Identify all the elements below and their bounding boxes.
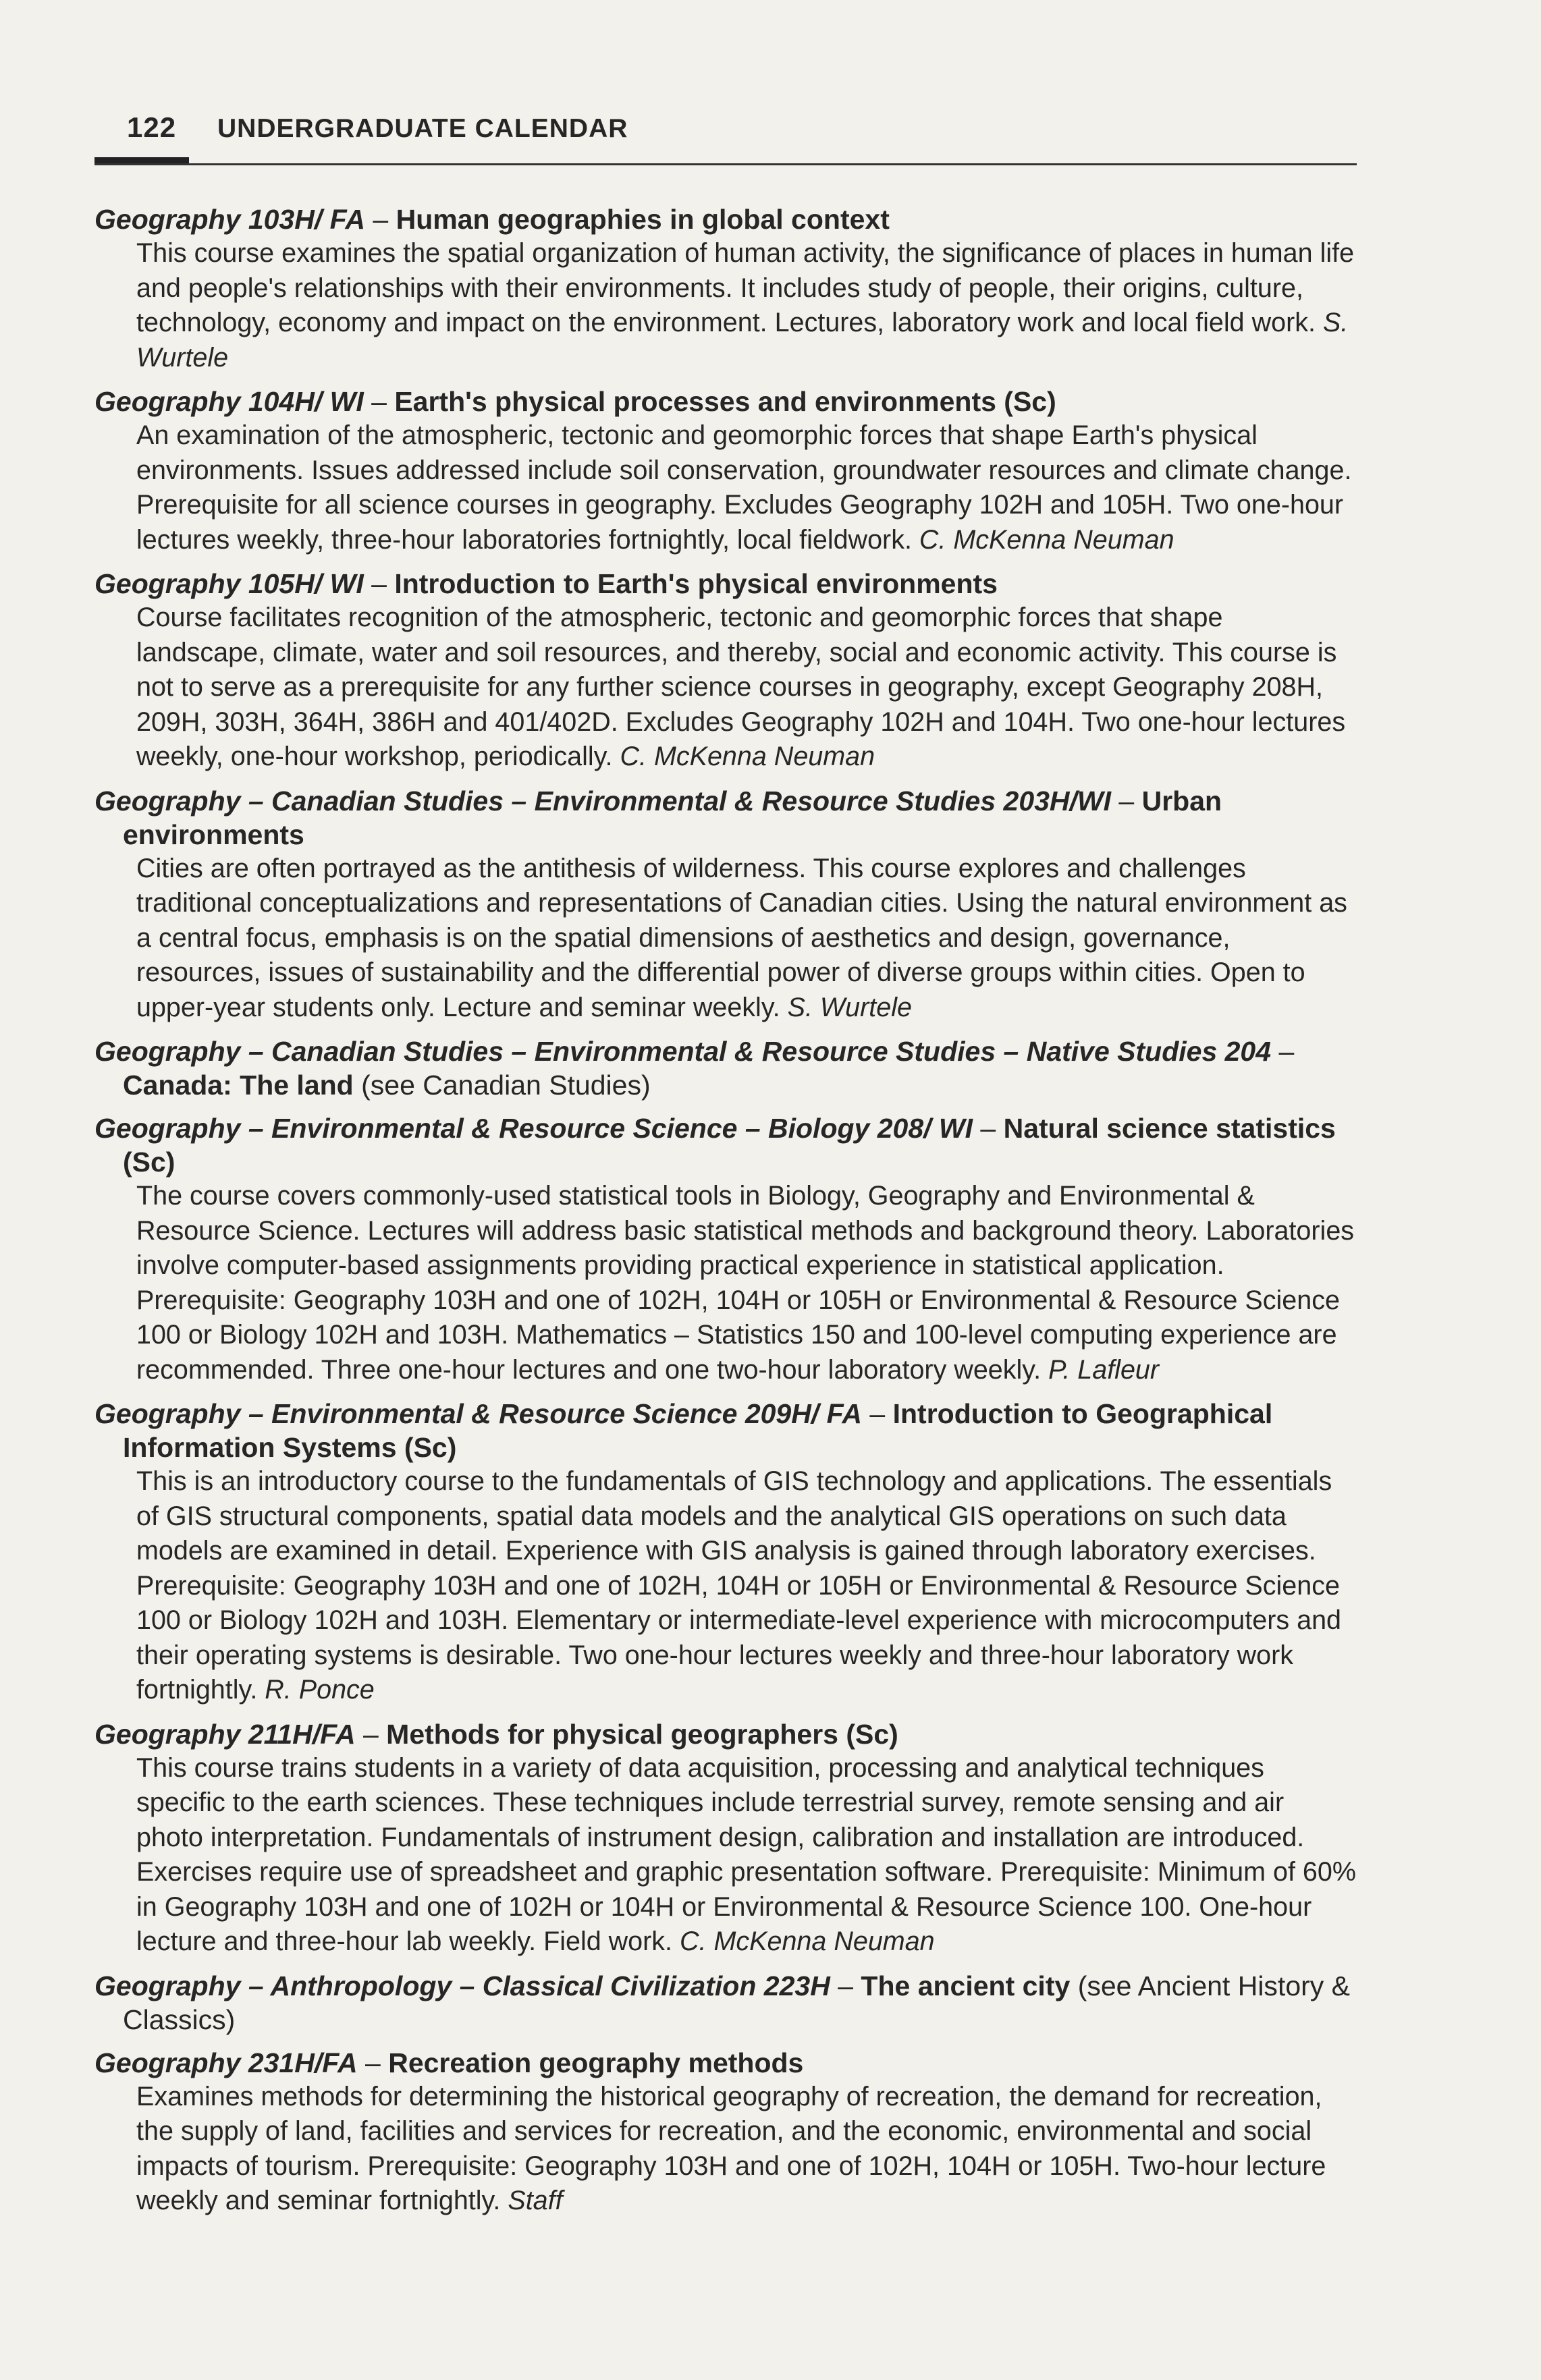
course-description-text: This course examines the spatial organization of human activity, the significance of places in human life and people's relationships with their environments. It includes study of people, their origins, culture, technology, economy and impact on the environment. Lectures, laboratory work and local field work. — [136, 238, 1355, 337]
course-heading: Geography – Canadian Studies – Environmental & Resource Studies – Native Studies 204 – Canada: The land (see Canadian Studies) — [94, 1036, 1295, 1101]
course-instructor: C. McKenna Neuman — [919, 524, 1174, 555]
course-code: Geography – Anthropology – Classical Civilization 223H — [94, 1970, 830, 2001]
course-entry — [94, 1034, 1357, 1102]
course-code: Geography – Canadian Studies – Environmental & Resource Studies – Native Studies 204 — [94, 1036, 1272, 1067]
course-description-text: This course trains students in a variety of data acquisition, processing and analytical techniques specific to the earth sciences. These techniques include terrestrial survey, remote sensing and air photo interpretation. Fundamentals of instrument design, calibration and installation are introduced. Exercises require use of spreadsheet and graphic presentation software. Prerequisite: Minimum of 60% in Geography 103H and one of 102H or 104H or Environmental & Resource Science 100. One-hour lecture and three-hour lab weekly. Field work. — [136, 1752, 1356, 1956]
course-entry — [94, 567, 1357, 775]
page-header — [121, 111, 1357, 159]
course-entry — [94, 1969, 1357, 2037]
course-heading: Geography – Environmental & Resource Science – Biology 208/ WI – Natural science statistics (Sc) — [94, 1113, 1336, 1178]
course-cross-reference: (see Canadian Studies) — [361, 1070, 651, 1101]
course-code: Geography 104H/ WI — [94, 386, 364, 417]
course-heading: Geography 211H/FA – Methods for physical geographers (Sc) — [94, 1718, 898, 1750]
course-code: Geography 231H/FA — [94, 2047, 358, 2078]
course-entry — [94, 1397, 1357, 1708]
course-title: Methods for physical geographers (Sc) — [386, 1718, 898, 1750]
course-code: Geography – Environmental & Resource Science 209H/ FA — [94, 1398, 863, 1429]
course-heading: Geography – Canadian Studies – Environmental & Resource Studies 203H/WI – Urban environments — [94, 785, 1222, 850]
course-title: Introduction to Geographical Information Systems (Sc) — [123, 1398, 1273, 1463]
course-heading: Geography 105H/ WI – Introduction to Earth's physical environments — [94, 568, 998, 599]
course-title: Natural science statistics (Sc) — [123, 1113, 1336, 1178]
course-title: The ancient city — [861, 1970, 1071, 2001]
course-entry — [94, 2046, 1357, 2219]
course-description-text: An examination of the atmospheric, tectonic and geomorphic forces that shape Earth's physical environments. Issues addressed include soil conservation, groundwater resources and climate change. Prerequisite for all science courses in geography. Excludes Geography 102H and 105H. Two one-hour lectures weekly, three-hour laboratories fortnightly, local fieldwork. — [136, 420, 1352, 555]
course-instructor: P. Lafleur — [1048, 1354, 1160, 1385]
course-instructor: C. McKenna Neuman — [680, 1927, 935, 1956]
course-code: Geography 211H/FA — [94, 1718, 356, 1750]
course-code: Geography – Canadian Studies – Environmental & Resource Studies 203H/WI — [94, 785, 1112, 817]
course-description — [94, 1751, 1357, 1960]
course-description-text: This is an introductory course to the fundamentals of GIS technology and applications. The essentials of GIS structural components, spatial data models and the analytical GIS operations on such data models are examined in detail. Experience with GIS analysis is gained through laboratory exercises. Prerequisite: Geography 103H and one of 102H, 104H or 105H or Environmental & Resource Science 100 or Biology 102H and 103H. Elementary or intermediate-level experience with microcomputers and their operating systems is desirable. Two one-hour lectures weekly and three-hour laboratory work fortnightly. — [136, 1466, 1342, 1705]
header-rule — [94, 163, 1357, 165]
course-heading: Geography 231H/FA – Recreation geography methods — [94, 2047, 804, 2078]
course-instructor: S. Wurtele — [136, 308, 1349, 372]
course-entry — [94, 1717, 1357, 1960]
course-title: Introduction to Earth's physical environments — [394, 568, 998, 599]
running-head: UNDERGRADUATE CALENDAR — [217, 114, 628, 143]
course-entry — [94, 784, 1357, 1026]
course-title: Earth's physical processes and environments (Sc) — [394, 386, 1056, 417]
course-instructor: S. Wurtele — [787, 992, 912, 1022]
course-list — [94, 202, 1357, 2228]
course-instructor: C. McKenna Neuman — [620, 742, 875, 771]
course-code: Geography – Environmental & Resource Science – Biology 208/ WI — [94, 1113, 973, 1144]
course-heading: Geography 103H/ FA – Human geographies in global context — [94, 204, 890, 235]
course-title: Urban environments — [123, 785, 1222, 850]
course-code: Geography 105H/ WI — [94, 568, 364, 599]
course-instructor: R. Ponce — [265, 1675, 375, 1705]
course-description-text: Cities are often portrayed as the antithesis of wilderness. This course explores and challenges traditional conceptualizations and representations of Canadian cities. Using the natural environment as a central focus, emphasis is on the spatial dimensions of aesthetics and design, governance, resources, issues of sustainability and the differential power of diverse groups within cities. Open to upper-year students only. Lecture and seminar weekly. — [136, 853, 1347, 1022]
course-description — [94, 236, 1357, 375]
course-description — [94, 1464, 1357, 1708]
course-description — [94, 418, 1357, 557]
course-heading: Geography – Environmental & Resource Science 209H/ FA – Introduction to Geographical Information Systems (Sc) — [94, 1398, 1273, 1463]
course-description-text: Examines methods for determining the historical geography of recreation, the demand for recreation, the supply of land, facilities and services for recreation, and the economic, environmental and social impacts of tourism. Prerequisite: Geography 103H and one of 102H, 104H or 105H. Two-hour lecture weekly and seminar fortnightly. — [136, 2081, 1326, 2215]
course-description — [94, 601, 1357, 775]
course-description-text: Course facilitates recognition of the atmospheric, tectonic and geomorphic forces that shape landscape, climate, water and soil resources, and thereby, social and economic activity. This course is not to serve as a prerequisite for any further science courses in geography, except Geography 208H, 209H, 303H, 364H, 386H and 401/402D. Excludes Geography 102H and 104H. Two one-hour lectures weekly, one-hour workshop, periodically. — [136, 603, 1346, 771]
course-entry — [94, 385, 1357, 557]
page-number: 122 — [127, 111, 177, 143]
course-description-text: The course covers commonly-used statistical tools in Biology, Geography and Environmental & Resource Science. Lectures will address basic statistical methods and background theory. Laboratories involve computer-based assignments providing practical experience in statistical application. Prerequisite: Geography 103H and one of 102H, 104H or 105H or Environmental & Resource Science 100 or Biology 102H and 103H. Mathematics – Statistics 150 and 100-level computing experience are recommended. Three one-hour lectures and one two-hour laboratory weekly. — [136, 1181, 1355, 1385]
course-heading: Geography 104H/ WI – Earth's physical processes and environments (Sc) — [94, 386, 1056, 417]
course-instructor: Staff — [508, 2186, 563, 2215]
course-title: Canada: The land — [123, 1070, 354, 1101]
course-description — [94, 2080, 1357, 2219]
course-entry — [94, 202, 1357, 375]
course-entry — [94, 1111, 1357, 1387]
course-title: Recreation geography methods — [388, 2047, 804, 2078]
course-heading: Geography – Anthropology – Classical Civilization 223H – The ancient city (see Ancient History & Classics) — [94, 1970, 1351, 2035]
course-cross-reference: (see Ancient History & Classics) — [123, 1970, 1351, 2035]
course-code: Geography 103H/ FA — [94, 204, 366, 235]
course-description — [94, 852, 1357, 1026]
course-title: Human geographies in global context — [396, 204, 890, 235]
course-description — [94, 1179, 1357, 1387]
